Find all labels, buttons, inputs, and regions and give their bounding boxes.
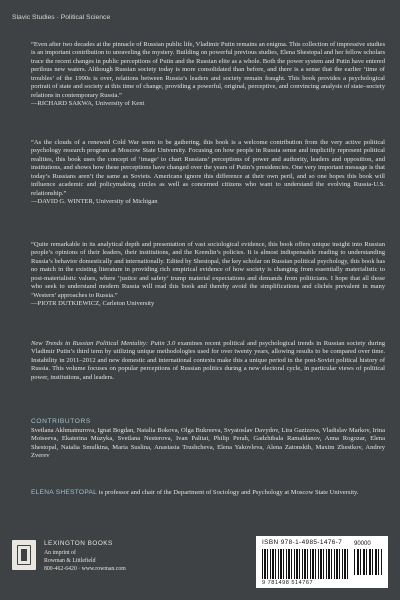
book-description — [31, 340, 385, 382]
isbn-label: ISBN 978-1-4985-1476-7 — [262, 539, 343, 546]
blurb-winter — [31, 139, 385, 207]
barcode — [256, 536, 388, 588]
barcode-bars — [262, 549, 350, 579]
publisher-block — [12, 534, 202, 590]
publisher-contact: 800-462-6420 · www.rowman.com — [44, 566, 126, 572]
contributors-list: Svetlana Akhmatnurova, Ignat Bogdan, Natalia Bokova, Olga Bukreeva, Svyatoslav Davydov, Lira Gazizova, Vladislav Markov, Irina Moiseeva, Ekaterina Muzyka, Svetlana Nesterova, Ivan Palitai, Philip Perah, Gadzhibala Ramaldanov, Anna Rogozar, Elena Shestopal, Natalia Smulkina, Maria Suslina, Anastasia Trushcheva, Elena Yakovleva, Alena Zatonskih, Maxim Zhestkov, Andrey Zverev — [31, 427, 385, 460]
publisher-parent: Rowman & Littlefield — [44, 558, 96, 564]
price-code: 90000 — [354, 541, 371, 547]
description-text: examines recent political and psychological trends in Russian society during Vladimir Putin’s third term by utilizing unique methodologies used for over twenty years, allowing results to be compared over time. Instability in 2011–2012 and new domestic and international contexts make this a unique period in the post-Soviet political history of Russia. This volume focuses on popular perceptions of Russian politics during a new electoral cycle, in particular views of political power, institutions, and leaders. — [31, 340, 385, 381]
publisher-logo-icon — [12, 540, 36, 570]
author-name: ELENA SHESTOPAL — [31, 489, 98, 496]
book-title: New Trends in Russian Political Mentality: Putin 3.0 — [31, 340, 176, 347]
barcode-digits: 9 781498 514767 — [262, 580, 314, 586]
blurb-sakwa — [31, 41, 385, 109]
blurb-text: “Even after two decades at the pinnacle of Russian public life, Vladimir Putin remains an enigma. This collection of impressive studies is an important contribution to unraveling the mystery. Building on powerful previous studies, Elena Shestopal and her fellow scholars trace the recent changes in public perceptions of Putin and the Russian elite as a whole. Both the power system and Putin have entered perilous new waters. Although Russian society today is more consolidated than before, and there is a sense that the earlier ‘time of troubles’ of the 1990s is over, relations between Russia’s leaders and society remain fraught. This book provides a psychological portrait of state and society at this time of change, providing a powerful, original, perceptive, and convincing analysis of state–society relations in contemporary Russia.” — [31, 41, 385, 99]
blurb-attribution: —PIOTR DUTKIEWICZ, Carleton University — [31, 300, 155, 308]
blurb-attribution: —DAVID G. WINTER, University of Michigan — [31, 198, 158, 206]
publisher-imprint: An imprint of — [44, 550, 76, 556]
blurb-dutkiewicz — [31, 241, 385, 309]
price-barcode-bars — [354, 549, 382, 575]
subject-category: Slavic Studies · Political Science — [12, 14, 111, 21]
blurb-text: “As the clouds of a renewed Cold War seem to be gathering, this book is a welcome contribution from the very active political psychology research program at Moscow State University. Focusing on how people in Russia sense and implicitly represent political realities, this book uses the concept of ‘image’ to chart Russians’ perceptions of power and authority, leaders and opposition, and institutions, and shows how these perceptions have changed over the years of Putin’s presidencies. One very important message is that today’s Russians aren’t the same as Soviets. Americans ignore this difference at their own peril, and so one hopes this book will influence academic and policymaking circles as well as concerned citizens who want to understand the evolving Russia-U.S. relationship.” — [31, 139, 385, 197]
publisher-name: LEXINGTON BOOKS — [44, 540, 113, 547]
author-bio-text: is professor and chair of the Department of Sociology and Psychology at Moscow State University. — [97, 489, 359, 496]
blurb-text: “Quite remarkable in its analytical depth and presentation of vast sociological evidence, this book offers unique insight into Russian people’s opinions of their leaders, their institutions, and the Kremlin’s policies. It is almost indispensable reading to understanding Russia’s behavior domestically and internationally. Edited by Shestopal, the key scholar on Russian political psychology, this book has no match in the existing literature in providing rich empirical evidence of how society is changing from essentially materialistic to post-materialistic values, where ‘justice and safety’ trump material expectations and demands from politicians. I hope that all those who seek to understand modern Russia will read this book and thereby avoid the simplifications and clichés prevalent in many ‘Western’ approaches to Russia.” — [31, 241, 385, 299]
author-bio — [31, 489, 385, 497]
contributors-heading: CONTRIBUTORS — [31, 418, 91, 425]
blurb-attribution: —RICHARD SAKWA, University of Kent — [31, 100, 145, 108]
